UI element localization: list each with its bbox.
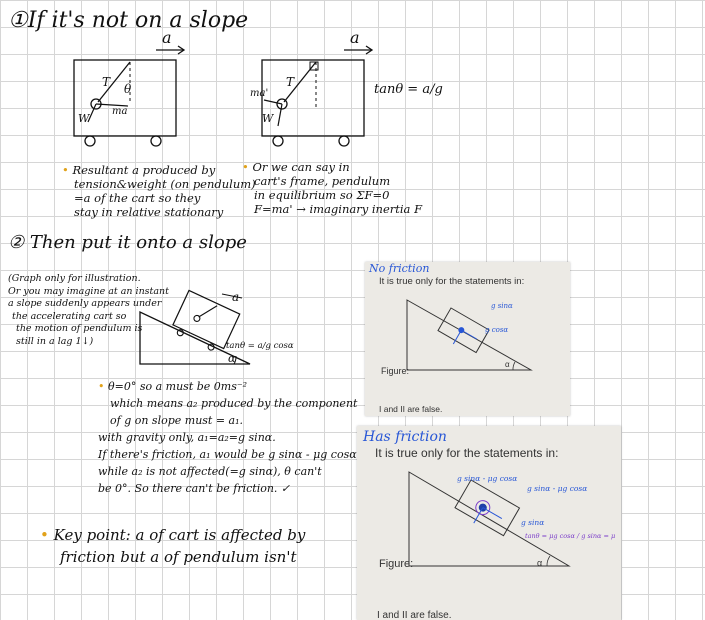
note-line: still in a lag 1↓): [16, 335, 94, 347]
photo2-tag: Has friction: [363, 429, 447, 445]
photo2-annot: g sinα: [521, 518, 545, 527]
label-ma-1: ma: [112, 106, 128, 117]
note-line: Resultant a produced by: [72, 163, 216, 177]
photo-has-friction: [357, 426, 621, 620]
label-a-1: a: [162, 28, 172, 47]
label-T-1: T: [102, 75, 111, 89]
label-a-slope: a: [232, 290, 240, 304]
note-line: Or you may imagine at an instant: [8, 285, 169, 297]
label-alpha-slope: α: [228, 352, 236, 365]
note-line: tension&weight (on pendulum): [74, 177, 256, 191]
photo1-tag: No friction: [369, 262, 430, 275]
photo2-annot: tanθ = μg cosα / g sinα = μ: [525, 532, 616, 540]
note-line: cart's frame, pendulum: [254, 174, 391, 188]
bullet-dot: •: [242, 160, 249, 174]
note-line: the motion of pendulum is: [16, 323, 143, 334]
note-line: in equilibrium so ΣF=0: [254, 188, 390, 202]
note-line: stay in relative stationary: [74, 205, 224, 219]
explanation-line: If there's friction, a₁ would be g sinα - μg cosα: [98, 448, 357, 461]
photo1-slope: [405, 298, 535, 378]
key-point-line: friction but a of pendulum isn't: [60, 548, 297, 566]
photo2-annot: g sinα - μg cosα: [527, 484, 588, 493]
photo2-annot: g sinα - μg cosα: [457, 474, 518, 483]
explanation-line: be 0°. So there can't be friction. ✓: [98, 482, 291, 495]
label-ma-prime: ma': [250, 88, 269, 99]
slope-diagram: [138, 272, 258, 368]
note-line: the accelerating cart so: [12, 310, 127, 322]
note-resultant: [62, 163, 256, 219]
bullet-dot: •: [62, 163, 69, 177]
explanation-line: of g on slope must = a₁.: [110, 414, 244, 427]
note-line: Or we can say in: [252, 160, 350, 174]
key-point-line: Key point: a of cart is affected by: [53, 526, 306, 544]
section1-title: ①If it's not on a slope: [8, 8, 249, 33]
photo2-figure-label: Figure:: [379, 558, 414, 570]
photo2-question: It is true only for the statements in:: [375, 446, 559, 460]
explanation-line: with gravity only, a₁=a₂=g sinα.: [98, 431, 276, 444]
note-line: F=ma' → imaginary inertia F: [254, 202, 423, 216]
photo-no-friction: [365, 262, 570, 416]
photo1-question: It is true only for the statements in:: [379, 276, 525, 287]
note-frame: [242, 160, 422, 216]
photo1-bottom-text: I and II are false.: [379, 404, 443, 414]
photo1-annot: g cosα: [485, 326, 509, 334]
bullet-dot: •: [98, 380, 105, 393]
label-T-2: T: [286, 75, 295, 89]
label-theta-1: θ: [124, 82, 132, 96]
key-point: [40, 524, 305, 568]
explanation-line: θ=0° so a must be 0ms⁻²: [108, 380, 248, 393]
cart-diagram-right: [248, 40, 388, 150]
note-line: =a of the cart so they: [74, 191, 201, 205]
explanation: [98, 378, 357, 497]
label-W-1: W: [78, 112, 90, 125]
label-a-2: a: [350, 28, 360, 47]
photo1-alpha: α: [505, 360, 510, 369]
label-W-2: W: [262, 112, 274, 125]
bullet-dot: •: [40, 526, 49, 544]
note-line: a slope suddenly appears under: [8, 298, 162, 309]
photo1-annot: g sinα: [491, 302, 513, 310]
slope-formula: tanθ = a/g cosα: [226, 341, 294, 351]
explanation-line: which means a₂ produced by the component: [110, 397, 358, 410]
explanation-line: while a₂ is not affected(=g sinα), θ can't: [98, 465, 322, 478]
formula-tan-theta: tanθ = a/g: [374, 82, 443, 97]
photo1-figure-label: Figure:: [381, 366, 410, 376]
section2-title: ② Then put it onto a slope: [8, 232, 247, 253]
photo2-alpha: α: [537, 558, 543, 568]
photo2-bottom-text: I and II are false.: [377, 610, 452, 620]
note-line: (Graph only for illustration.: [8, 273, 141, 284]
